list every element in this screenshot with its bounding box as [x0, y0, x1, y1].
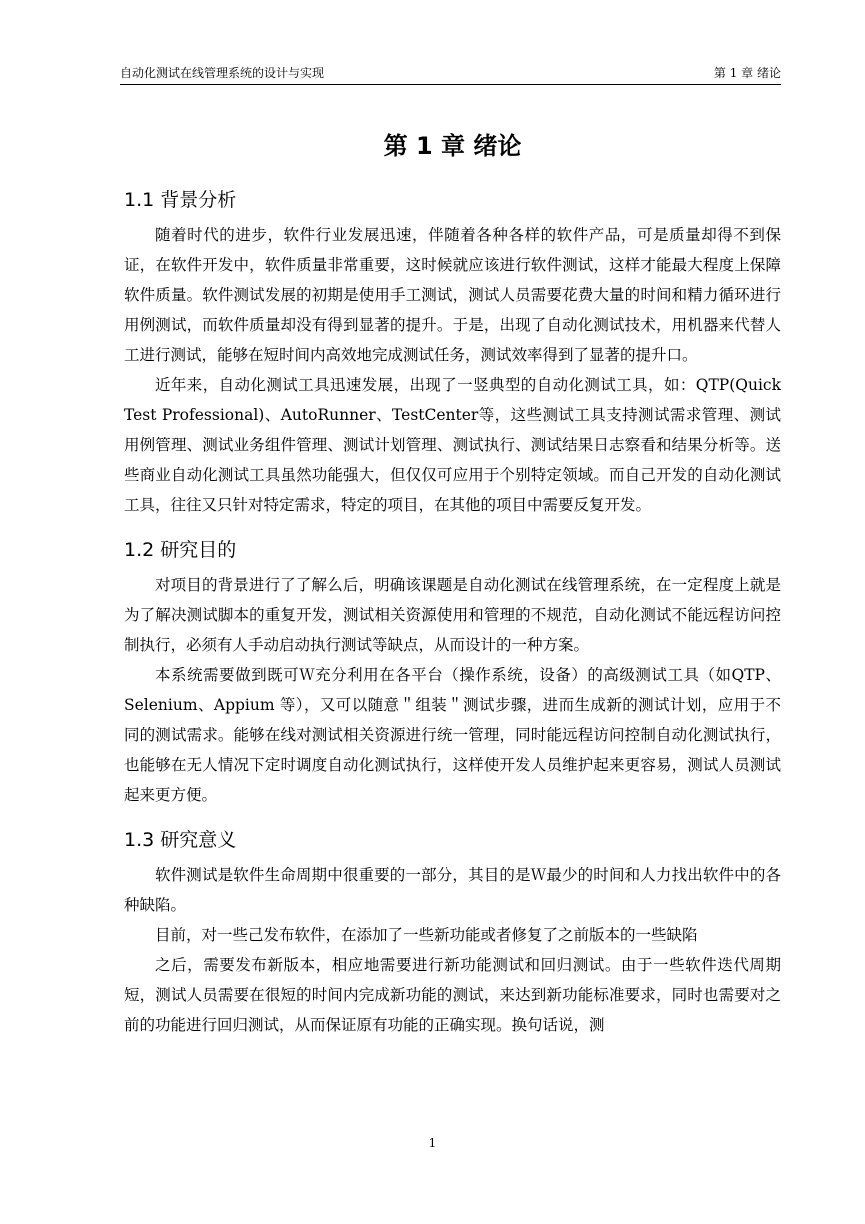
section-title-background: 1.1 背景分析	[124, 189, 237, 211]
paragraph: 近年来，自动化测试工具迅速发展，出现了一竖典型的自动化测试工具，如：QTP(Quick Test Professional)、AutoRunner、TestCenter等，这些测试工具支持测试需求管理、测试用例管理、测试业务组件管理、测试计划管理、测试执行、测试结果日志察看和结果分析等。送些商业自动化测试工具虽然功能强大，但仅仅可应用于个别特定领域。而自己开发的自动化测试工具，往往又只针对特定需求，特定的项目，在其他的项目中需要反复开发。	[124, 376, 781, 514]
paragraph: 目前，对一些己发布软件，在添加了一些新功能或者修复了之前版本的一些缺陷	[155, 926, 698, 944]
paragraph: 随着时代的进步，软件行业发展迅速，伴随着各种各样的软件产品，可是质量却得不到保证，在软件开发中，软件质量非常重要，这时候就应该进行软件测试，这样才能最大程度上保障软件质量。软件测试发展的初期是使用手工测试，测试人员需要花费大量的时间和精力循环进行用例测试，而软件质量却没有得到显著的提升。于是，出现了自动化测试技术，用机器来代替人工进行测试，能够在短时间内高效地完成测试任务，测试效率得到了显著的提升口。	[124, 226, 781, 364]
header-divider	[120, 84, 781, 85]
chapter-title: 第 1 章 绪论	[383, 132, 522, 160]
paragraph: 本系统需要做到既可Ｗ充分利用在各平台（操作系统，设备）的高级测试工具（如QTP、Selenium、Appium 等），又可以随意＂组装＂测试步骤，进而生成新的测试计划，应用于不同的测试需求。能够在线对测试相关资源进行统一管理，同时能远程访问控制自动化测试执行，也能够在无人情况下定时调度自动化测试执行，这样使开发人员维护起来更容易，测试人员测试起来更方便。	[124, 666, 781, 804]
paragraph: 对项目的背景进行了了解么后，明确该课题是自动化测试在线管理系统，在一定程度上就是为了解决测试脚本的重复开发，测试相关资源使用和管理的不规范，自动化测试不能远程访问控制执行，必须有人手动启动执行测试等缺点，从而设计的一种方案。	[124, 576, 781, 654]
paragraph: 之后，需要发布新版本，相应地需要进行新功能测试和回归测试。由于一些软件迭代周期短，测试人员需要在很短的时间内完成新功能的测试，来达到新功能标准要求，同时也需要对之前的功能进行回归测试，从而保证原有功能的正确实现。换句话说，测	[124, 956, 781, 1034]
page-body	[124, 128, 781, 1040]
section-gap	[124, 520, 781, 536]
running-header	[120, 64, 781, 82]
header-chapter-label: 第 1 章 绪论	[713, 66, 781, 80]
header-document-title: 自动化测试在线管理系统的设计与实现	[120, 66, 325, 80]
paragraph: 软件测试是软件生命周期中很重要的一部分，其目的是Ｗ最少的时间和人力找出软件中的各种缺陷。	[124, 866, 781, 914]
section-title-purpose: 1.2 研究目的	[124, 539, 237, 561]
section-title-significance: 1.3 研究意义	[124, 829, 237, 851]
section-gap	[124, 810, 781, 826]
page-number: 1	[428, 1136, 437, 1150]
